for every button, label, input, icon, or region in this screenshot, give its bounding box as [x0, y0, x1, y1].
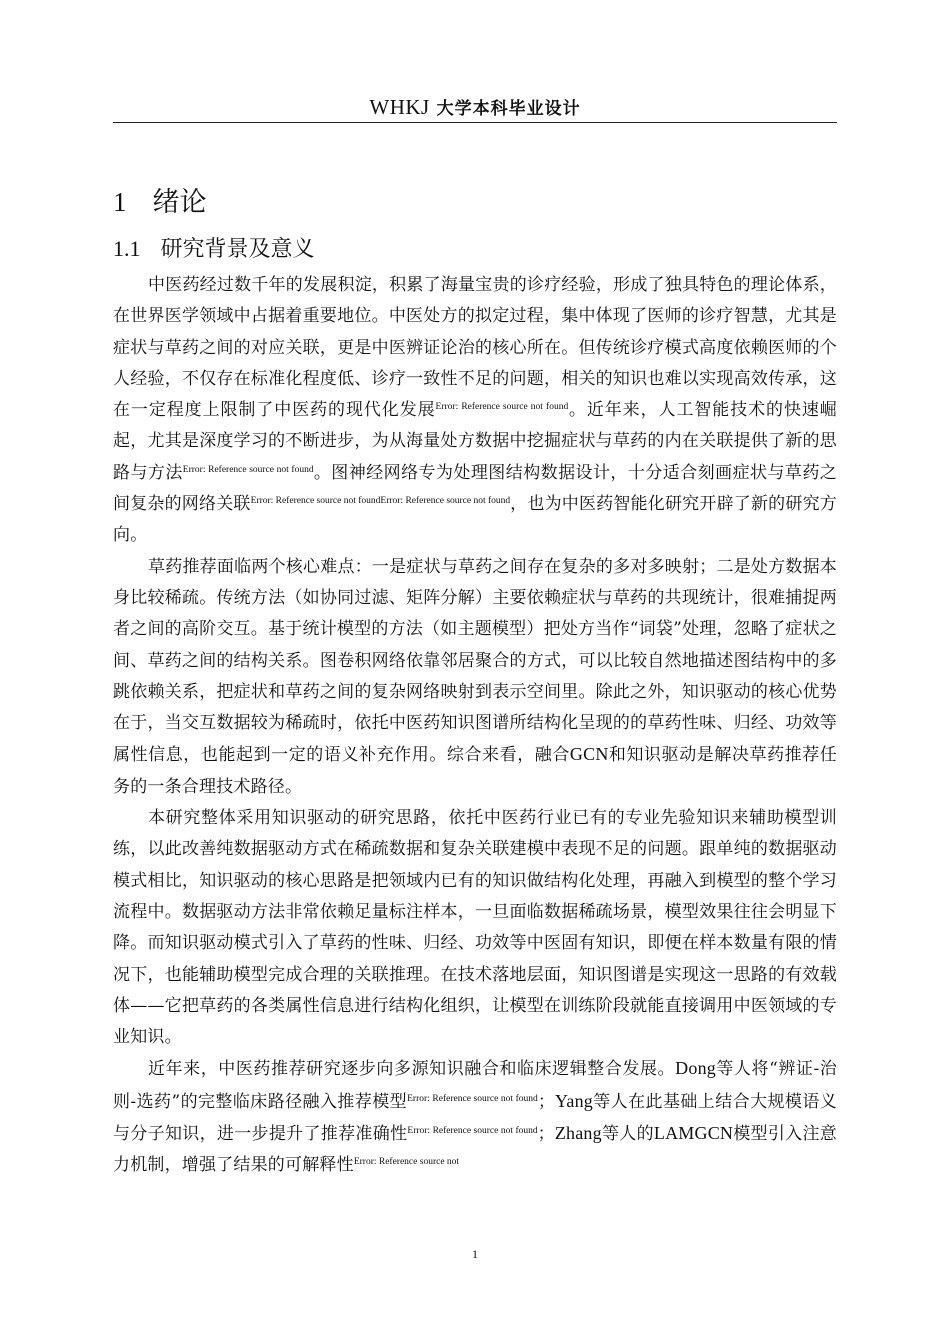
term-gcn: GCN [569, 744, 609, 765]
paragraph-1 [113, 270, 837, 552]
section-heading [113, 232, 315, 263]
paragraph-4 [113, 1053, 837, 1181]
model-lamgcn: LAMGCN [653, 1123, 734, 1144]
paragraph-3: 本研究整体采用知识驱动的研究思路，依托中医药行业已有的专业先验知识来辅助模型训练，以此改善纯数据驱动方式在稀疏数据和复杂关联建模中表现不足的问题。跟单纯的数据驱动模式相比，知识驱动的核心思路是把领域内已有的知识做结构化处理，再融入到模型的整个学习流程中。数据驱动方法非常依赖足量标注样本，一旦面临数据稀疏场景，模型效果往往会明显下降。而知识驱动模式引入了草药的性味、归经、功效等中医固有知识，即便在样本数量有限的情况下，也能辅助模型完成合理的关联推理。在技术落地层面，知识图谱是实现这一思路的有效载体——它把草药的各类属性信息进行结构化组织，让模型在训练阶段就能直接调用中医领域的专业知识。 [113, 808, 837, 1048]
text-run: ； [537, 1124, 555, 1145]
running-header [113, 94, 837, 120]
header-latin: WHKJ [369, 95, 430, 119]
reference-error: Error: Reference source not found [407, 1093, 538, 1104]
text-run: ，也为中医药智能化研究开辟了新的研究方向。 [113, 494, 837, 546]
reference-error: Error: Reference source not found [182, 464, 314, 475]
header-rule [113, 122, 837, 123]
header-title: 大学本科毕业设计 [436, 99, 581, 119]
section-number: 1.1 [113, 236, 141, 261]
paragraph-2 [113, 552, 837, 803]
text-run: 等人在此基础上结合大规模语义与分子知识，进一步提升了推荐准确性 [113, 1091, 837, 1145]
page-number: 1 [472, 1247, 478, 1261]
reference-error: Error: Reference source not found [407, 1126, 538, 1137]
reference-error: Error: Reference source not found [250, 496, 381, 507]
text-run: 草药推荐面临两个核心难点：一是症状与草药之间存在复杂的多对多映射；二是处方数据本身比较稀疏。传统方法（如协同过滤、矩阵分解）主要依赖症状与草药的共现统计，很难捕捉两者之间的高阶交互。基于统计模型的方法（如主题模型）把处方当作“词袋”处理，忽略了症状之间、草药之间的结构关系。图卷积网络依靠邻居聚合的方式，可以比较自然地描述图结构中的多跳依赖关系，把症状和草药之间的复杂网络映射到表示空间里。除此之外，知识驱动的核心优势在于，当交互数据较为稀疏时，依托中医药知识图谱所结构化呈现的的草药性味、归经、功效等属性信息，也能起到一定的语义补充作用。综合来看，融合 [113, 556, 837, 766]
text-run: 中医药经过数千年的发展积淀，积累了海量宝贵的诊疗经验，形成了独具特色的理论体系，在世界医学领域中占据着重要地位。中医处方的拟定过程，集中体现了医师的诊疗智慧，尤其是症状与草药之间的对应关联，更是中医辨证论治的核心所在。但传统诊疗模式高度依赖医师的个人经验，不仅存在标准化程度低、诊疗一致性不足的问题，相关的知识也难以实现高效传承，这在一定程度上限制了中医药的现代化发展 [113, 275, 837, 421]
section-title: 研究背景及意义 [160, 237, 315, 262]
chapter-heading [113, 180, 207, 219]
text-run: 近年来，中医药推荐研究逐步向多源知识融合和临床逻辑整合发展。 [148, 1059, 676, 1080]
reference-error: Error: Reference source not found [380, 496, 511, 507]
text-run: ； [537, 1091, 556, 1112]
reference-error: Error: Reference source not found [435, 402, 569, 413]
author-dong: Dong [675, 1058, 716, 1079]
author-yang: Yang [555, 1090, 594, 1111]
text-run: 。图神经网络专为处理图结构数据设计，十分适合刻画症状与草药之间复杂的网络关联 [113, 462, 838, 515]
chapter-title: 绪论 [152, 187, 207, 218]
body-text [113, 270, 837, 1182]
reference-error-truncated: Error: Reference source not [353, 1157, 460, 1168]
text-run: 和知识驱动是解决草药推荐任务的一条合理技术路径。 [113, 745, 837, 797]
text-run: 等人将“辨证-治则-选药”的完整临床路径融入推荐模型 [113, 1059, 837, 1112]
author-zhang: Zhang [554, 1123, 602, 1144]
text-run: 模型引入注意力机制，增强了结果的可解释性 [113, 1124, 838, 1176]
text-run: 等人的 [601, 1124, 654, 1145]
text-run: 。近年来，人工智能技术的快速崛起，尤其是深度学习的不断进步，为从海量处方数据中挖掘症状与草药的内在关联提供了新的思路与方法 [113, 400, 837, 483]
chapter-number: 1 [113, 187, 127, 217]
